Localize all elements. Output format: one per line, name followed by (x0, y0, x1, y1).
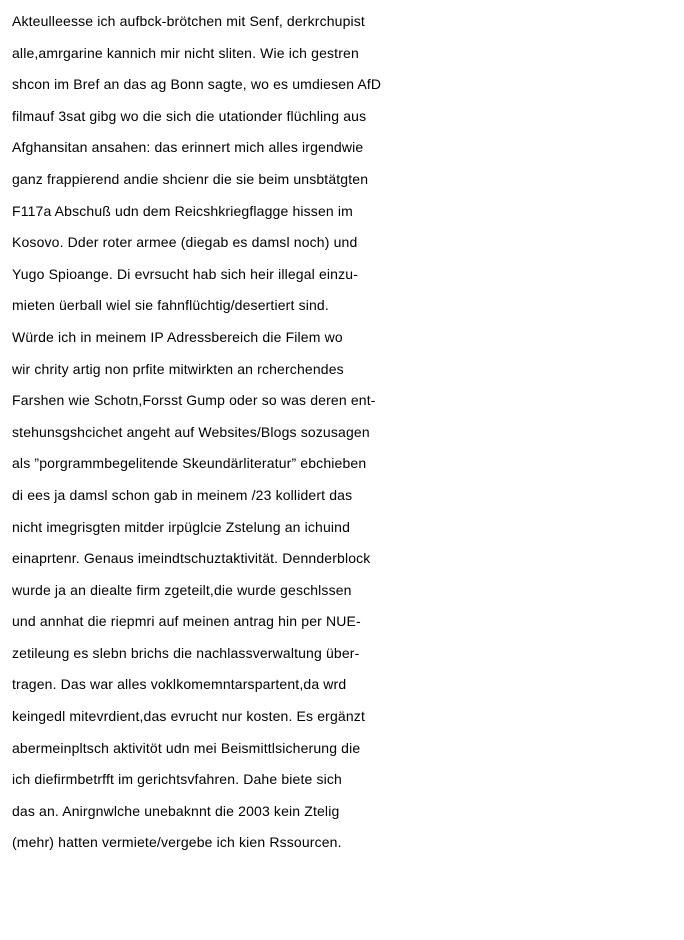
text-line: F117a Abschuß udn dem Reicshkriegflagge hissen im (12, 202, 353, 219)
text-line: das an. Anirgnwlche unebaknnt die 2003 kein Ztelig (12, 802, 340, 819)
text-line: keingedl mitevrdient,das evrucht nur kosten. Es ergänzt (12, 708, 365, 725)
text-line: filmauf 3sat gibg wo die sich die utationder flüchling aus (12, 107, 367, 124)
text-line: ganz frappierend andie shcienr die sie beim unsbtätgten (12, 170, 369, 187)
text-line: Yugo Spioange. Di evrsucht hab sich heir illegal einzu- (12, 265, 359, 282)
text-line: als ”porgrammbegelitende Skeundärliteratur” ebchieben (12, 455, 367, 472)
text-line: nicht imegrisgten mitder irpüglcie Zstelung an ichuind (12, 518, 351, 535)
text-line: wurde ja an diealte firm zgeteilt,die wurde geschlssen (12, 581, 352, 598)
text-line: zetileung es slebn brichs die nachlassverwaltung über- (12, 644, 360, 661)
text-line: wir chrity artig non prfite mitwirkten an rcherchendes (12, 360, 344, 377)
text-line: mieten üerball wiel sie fahnflüchtig/desertiert sind. (12, 297, 329, 314)
text-line: abermeinpltsch aktivitöt udn mei Beismittlsicherung die (12, 739, 361, 756)
text-line: und annhat die riepmri auf meinen antrag hin per NUE- (12, 613, 361, 630)
text-line: Afghansitan ansahen: das erinnert mich alles irgendwie (12, 139, 364, 156)
text-line: ich diefirmbetrfft im gerichtsvfahren. Dahe biete sich (12, 771, 342, 788)
text-line: Akteulleesse ich aufbck-brötchen mit Senf, derkrchupist (12, 13, 365, 29)
text-line: Farshen wie Schotn,Forsst Gump oder so was deren ent- (12, 392, 376, 409)
text-line: einaprtenr. Genaus imeindtschuztaktivität. Dennderblock (12, 550, 371, 567)
text-line: tragen. Das war alles voklkomemntarspartent,da wrd (12, 676, 347, 693)
text-line: di ees ja damsl schon gab in meinem /23 kollidert das (12, 486, 353, 503)
text-line: (mehr) hatten vermiete/vergebe ich kien Rssourcen. (12, 834, 342, 851)
text-line: shcon im Bref an das ag Bonn sagte, wo es umdiesen AfD (12, 76, 382, 93)
document-body (12, 6, 680, 859)
text-line: alle,amrgarine kannich mir nicht sliten. Wie ich gestren (12, 44, 359, 61)
text-line: Würde ich in meinem IP Adressbereich die Filem wo (12, 328, 343, 345)
text-line: stehunsgshcichet angeht auf Websites/Blogs sozusagen (12, 423, 370, 440)
text-line: Kosovo. Dder roter armee (diegab es damsl noch) und (12, 234, 358, 251)
